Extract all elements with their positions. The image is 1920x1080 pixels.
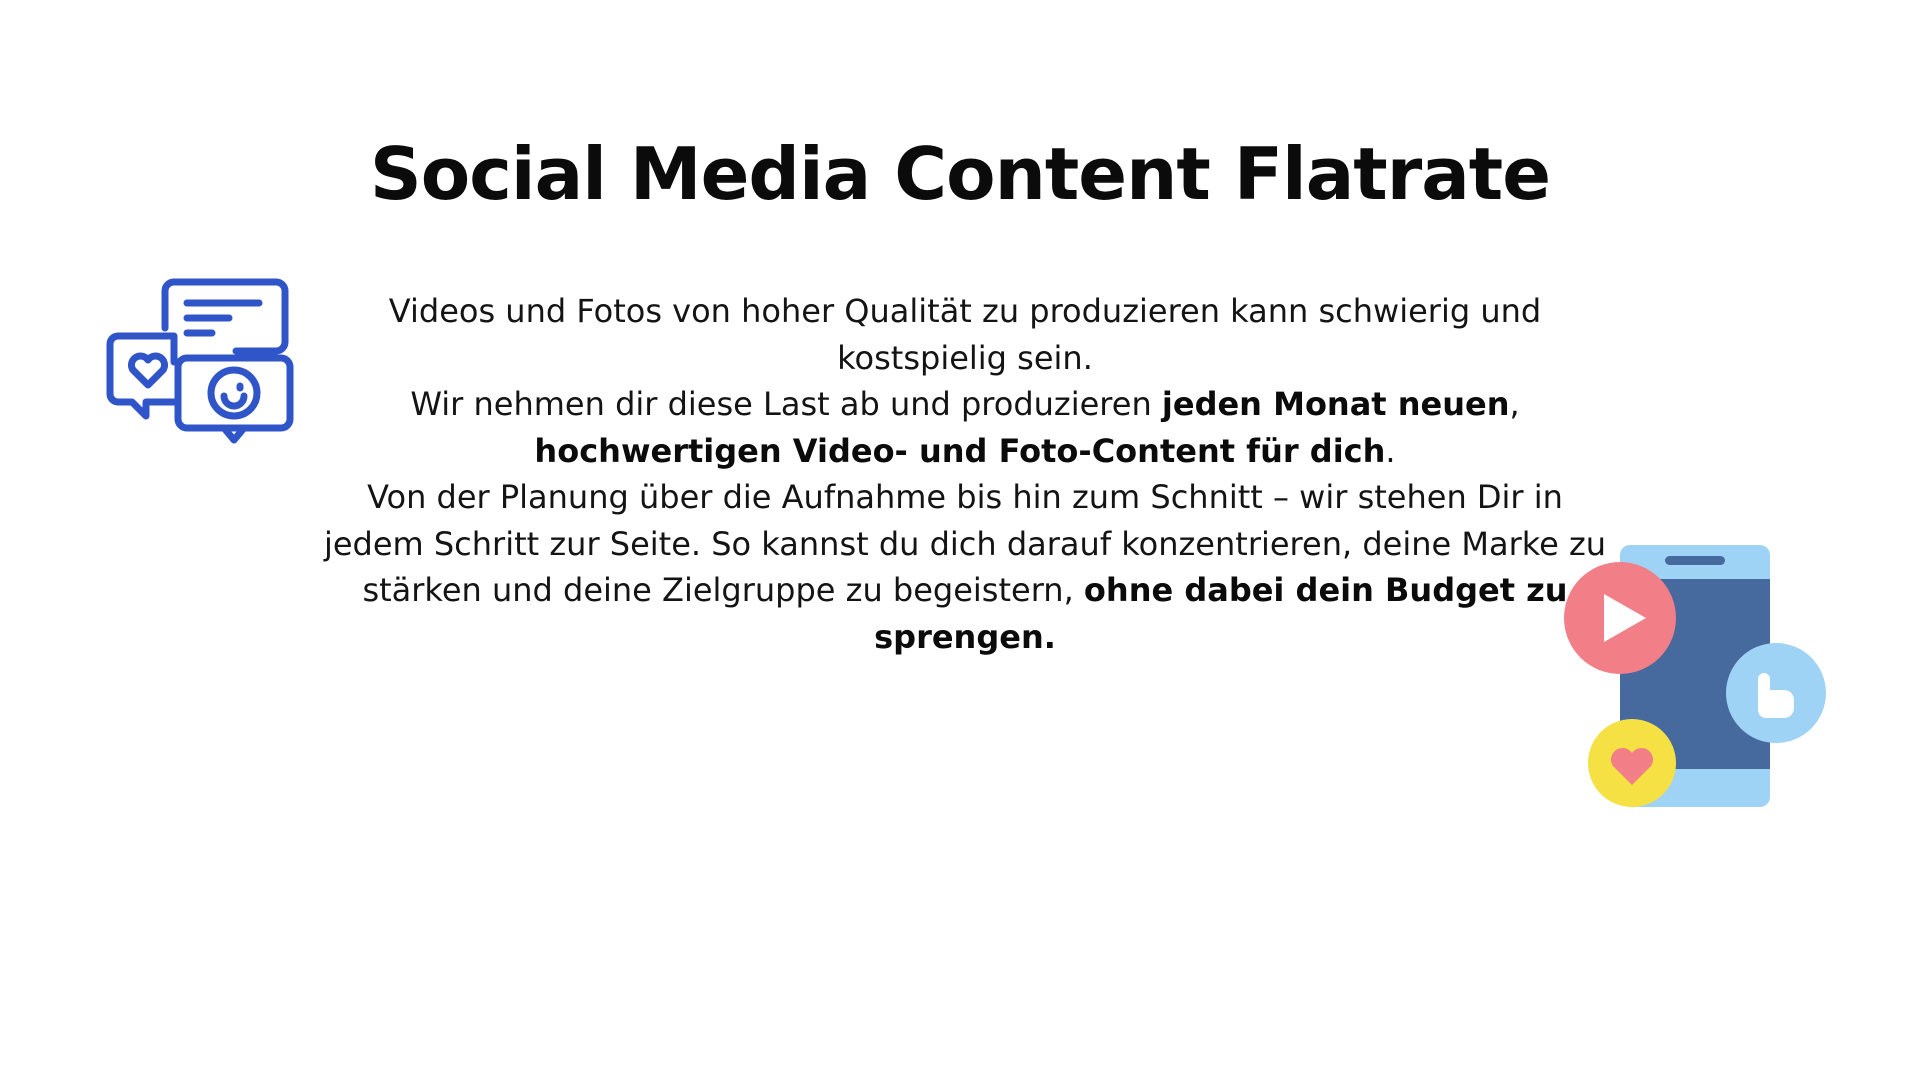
- intro-text: [320, 288, 1610, 660]
- smartphone-social-icon: [1560, 540, 1830, 810]
- chat-bubbles-icon: [104, 270, 296, 462]
- phone-speaker: [1665, 556, 1725, 565]
- intro-line-3-prefix: Von der Planung über die Aufnahme bis hin zum Schnitt – wir stehen Dir in jedem Schritt zur Seite. So kannst du dich darauf konzentrieren, deine Marke zu stärken und deine Zielgruppe zu begeistern,: [323, 478, 1607, 609]
- page-title: Social Media Content Flatrate: [369, 132, 1551, 216]
- intro-line-2-prefix: Wir nehmen dir diese Last ab und produzieren: [410, 385, 1162, 423]
- intro-line-2-separator: ,: [1509, 385, 1520, 423]
- thumbs-up-icon: [1726, 643, 1826, 743]
- intro-line-2-suffix: .: [1385, 431, 1396, 470]
- play-icon: [1564, 562, 1676, 674]
- intro-line-1: Videos und Fotos von hoher Qualität zu produzieren kann schwierig und kostspielig sein.: [388, 292, 1542, 377]
- intro-highlight-content: hochwertigen Video- und Foto-Content für dich: [534, 431, 1386, 470]
- intro-highlight-budget: ohne dabei dein Budget zu sprengen.: [874, 571, 1568, 656]
- heart-icon: [1588, 719, 1676, 807]
- intro-highlight-monthly: jeden Monat neuen: [1161, 385, 1510, 423]
